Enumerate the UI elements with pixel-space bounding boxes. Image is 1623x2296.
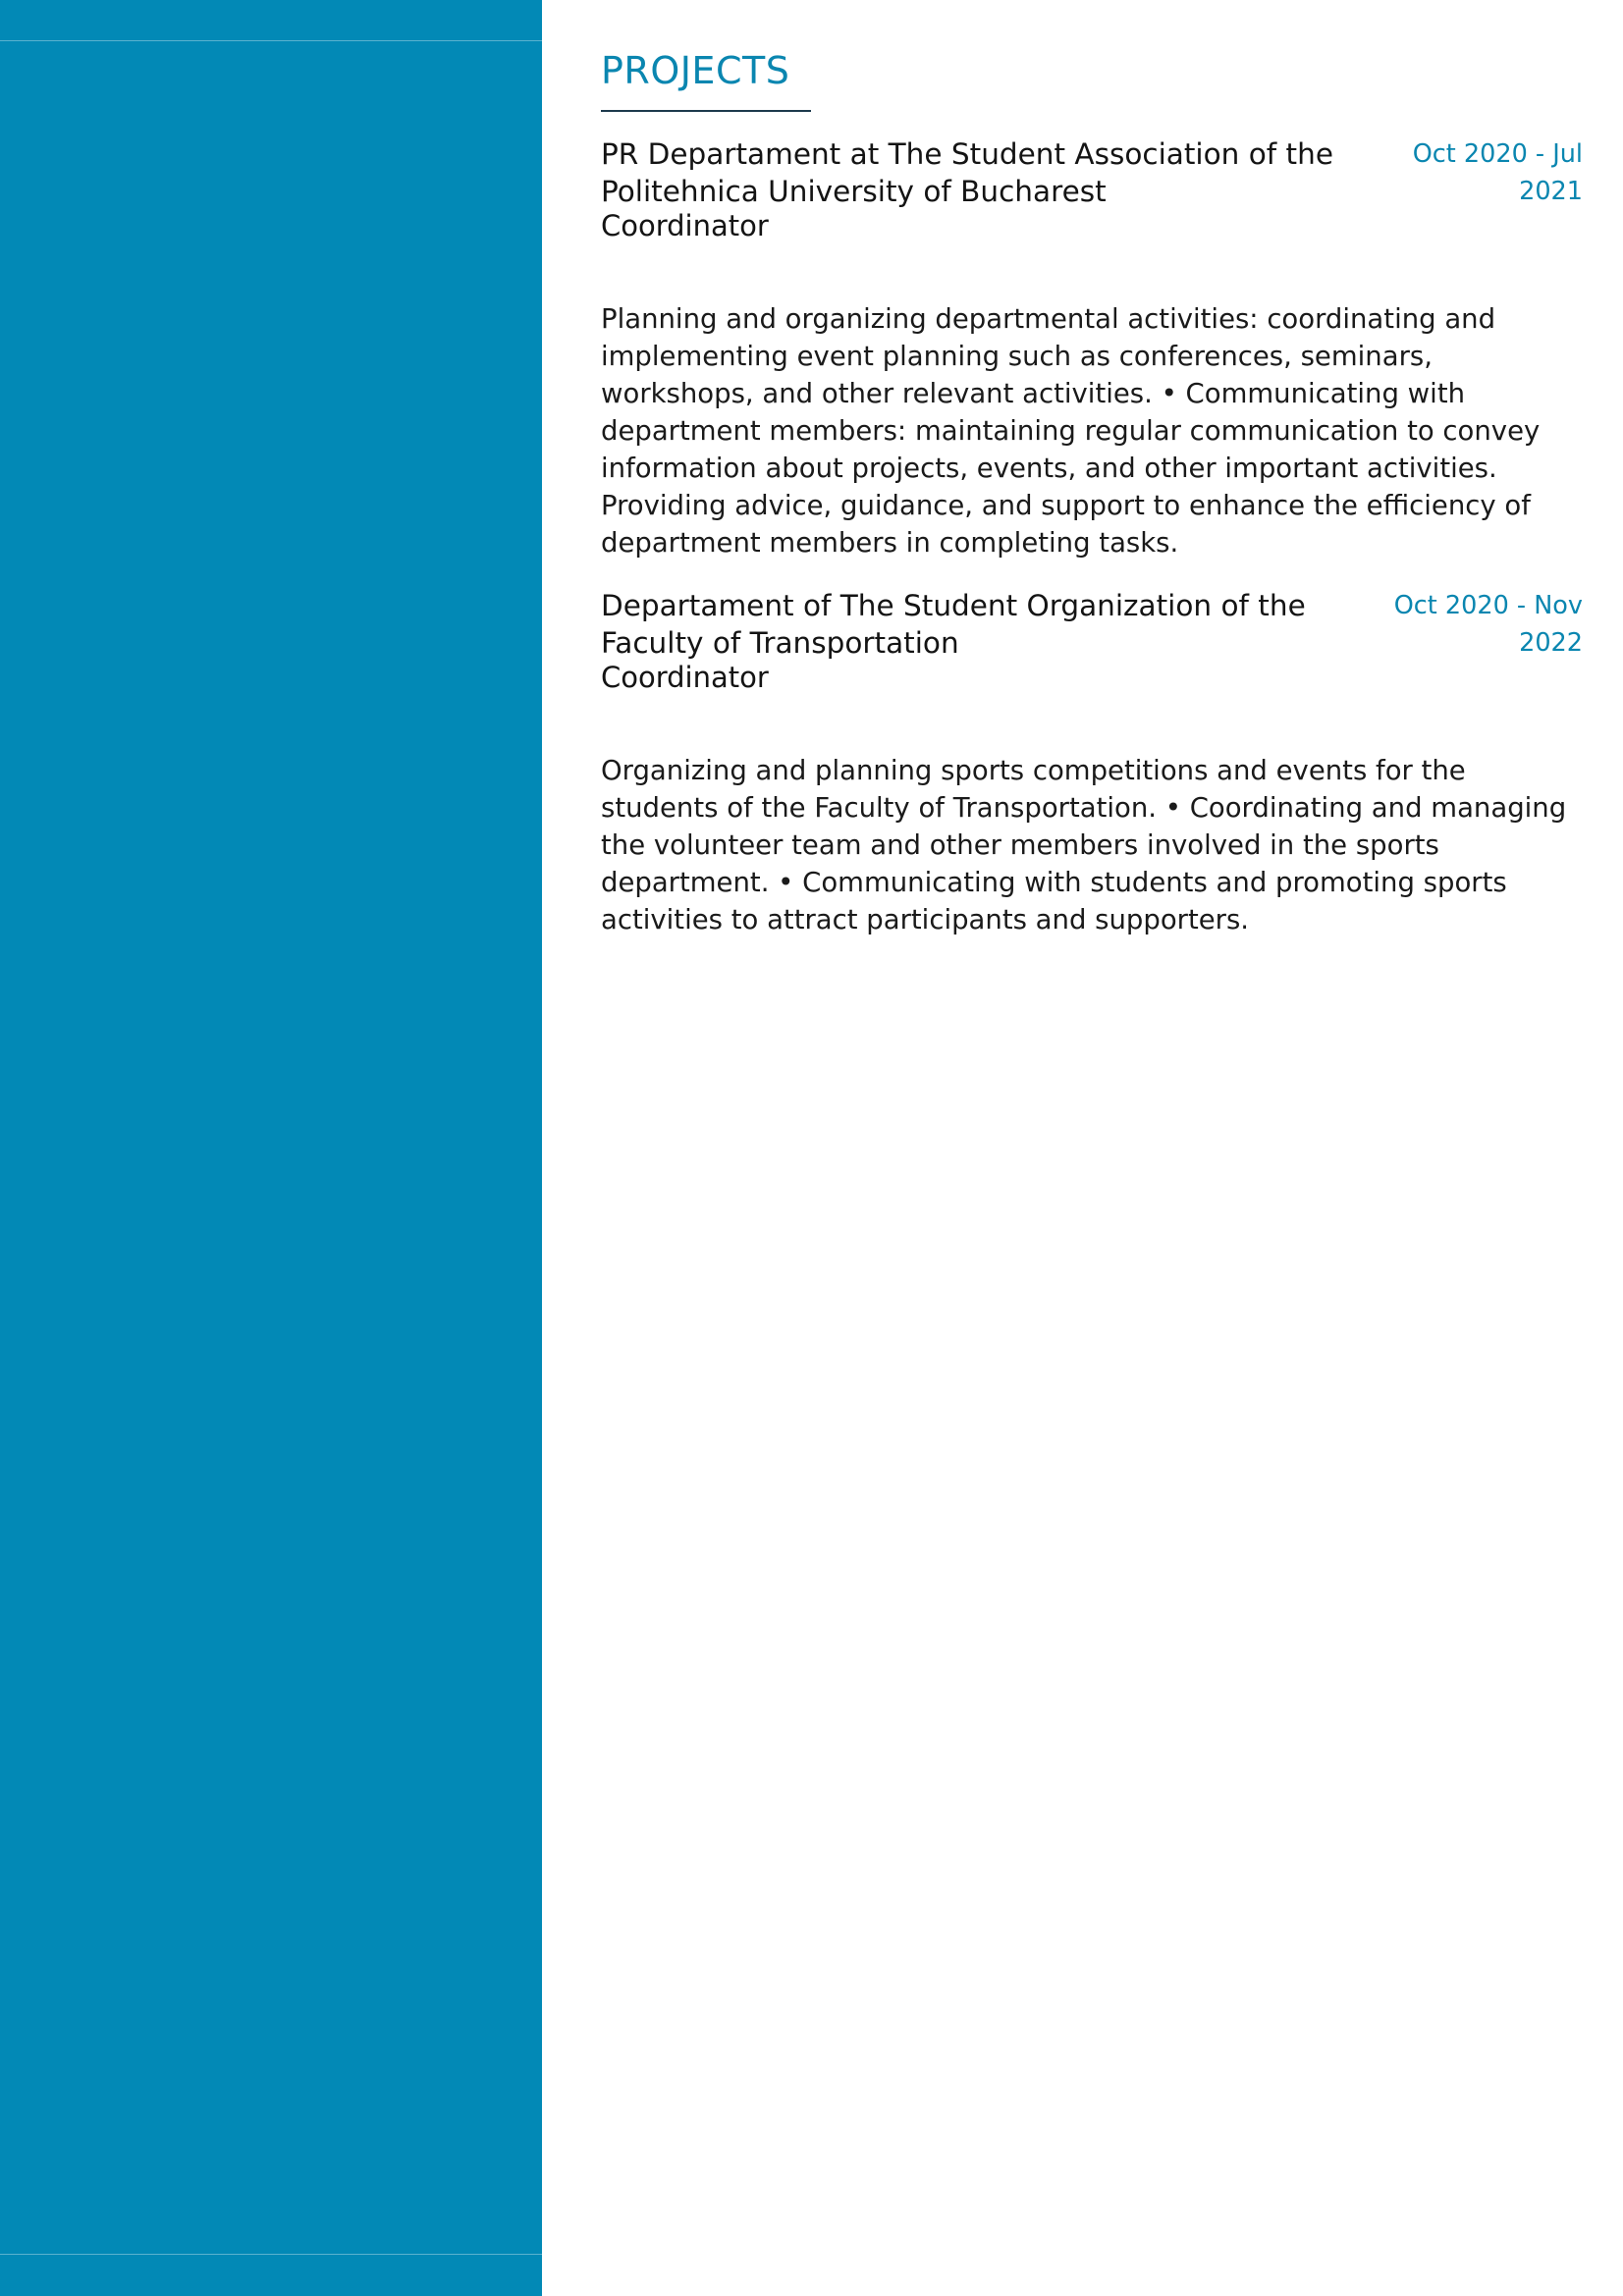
project-description: Organizing and planning sports competitions and events for the students of the Faculty of Transportation. • Coordinating and managing the volunteer team and other members involved in the sports department. • Communicating with students and promoting sports activities to attract participants and supporters. bbox=[601, 755, 1567, 935]
project-role: Coordinator bbox=[601, 661, 769, 694]
project-title: PR Departament at The Student Association of the Politehnica University of Bucharest bbox=[601, 137, 1333, 208]
project-description: Planning and organizing departmental activities: coordinating and implementing event planning such as conferences, seminars, workshops, and other relevant activities. • Communicating with department members: maintaining regular communication to convey information about projects, events, and other important activities. Providing advice, guidance, and support to enhance the efficiency of department members in completing tasks. bbox=[601, 303, 1541, 559]
project-title: Departament of The Student Organization of the Faculty of Transportation bbox=[601, 589, 1306, 660]
project-date: Oct 2020 - Nov 2022 bbox=[1393, 591, 1583, 658]
section-title: PROJECTS bbox=[601, 49, 790, 92]
project-date: Oct 2020 - Jul 2021 bbox=[1412, 139, 1583, 206]
project-role: Coordinator bbox=[601, 209, 769, 242]
sidebar-divider-bottom bbox=[0, 2254, 542, 2255]
section-underline bbox=[601, 110, 811, 112]
sidebar-divider-top bbox=[0, 40, 542, 41]
sidebar-panel bbox=[0, 0, 542, 2296]
